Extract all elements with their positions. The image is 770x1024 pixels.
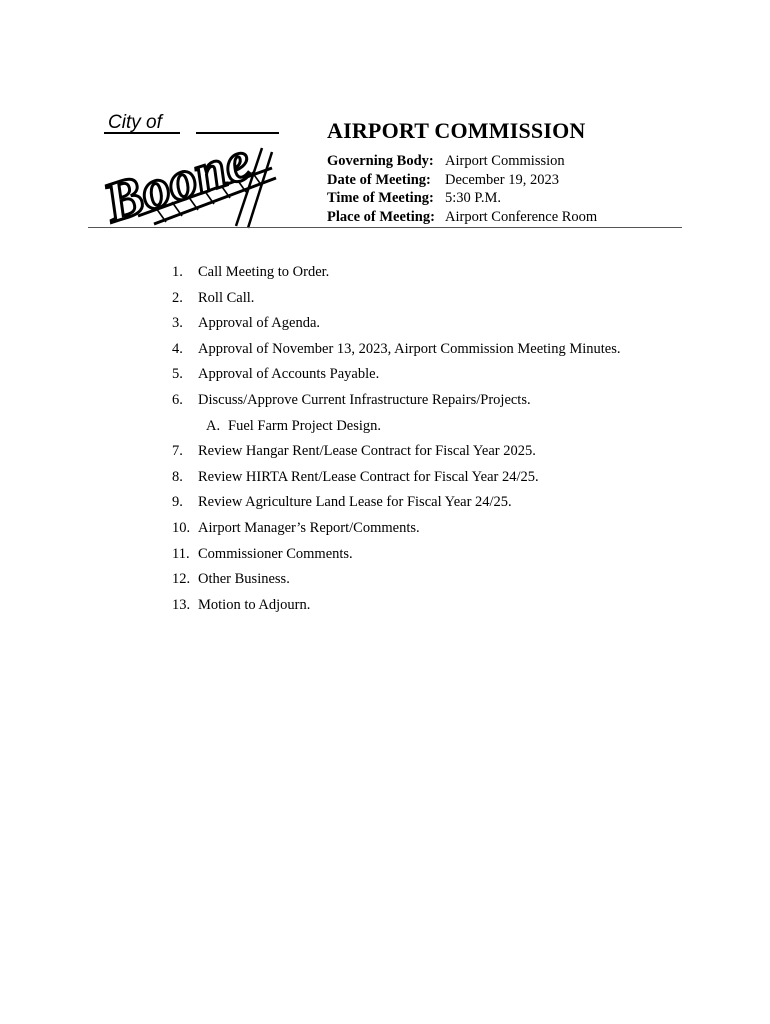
agenda-item-number: A. <box>206 417 221 434</box>
agenda-item-number: 10. <box>172 519 191 536</box>
agenda-item-number: 13. <box>172 596 191 613</box>
agenda-item-text: Review Hangar Rent/Lease Contract for Fiscal Year 2025. <box>198 443 536 460</box>
agenda-item <box>172 518 620 544</box>
meeting-detail-value: December 19, 2023 <box>445 171 559 188</box>
agenda-item-text: Other Business. <box>198 571 290 588</box>
agenda-item-number: 2. <box>172 289 183 306</box>
meeting-detail-label: Governing Body: <box>327 153 434 169</box>
agenda-item-text: Approval of November 13, 2023, Airport Commission Meeting Minutes. <box>198 340 621 357</box>
agenda-item <box>172 313 620 339</box>
meeting-detail-row <box>327 208 597 227</box>
meeting-detail-value: 5:30 P.M. <box>445 190 502 206</box>
meeting-detail-value: Airport Conference Room <box>445 208 598 225</box>
agenda-item-number: 4. <box>172 340 183 357</box>
agenda-item <box>172 544 620 570</box>
meeting-detail-row <box>327 189 597 208</box>
header-divider <box>88 227 682 228</box>
agenda-item-text: Approval of Agenda. <box>198 315 321 332</box>
agenda-item <box>172 441 620 467</box>
agenda-item-number: 8. <box>172 468 183 485</box>
agenda-item-text: Approval of Accounts Payable. <box>198 366 380 383</box>
page-title: AIRPORT COMMISSION <box>327 118 586 143</box>
agenda-item-number: 11. <box>172 545 190 562</box>
agenda-item-number: 12. <box>172 571 191 588</box>
agenda-item <box>172 416 620 442</box>
logo-name: Boone <box>96 129 259 232</box>
agenda-item-text: Airport Manager’s Report/Comments. <box>198 519 420 536</box>
meeting-detail-row <box>327 171 597 190</box>
meeting-detail-row <box>327 152 597 171</box>
agenda-item-text: Review Agriculture Land Lease for Fiscal Year 24/25. <box>198 494 512 511</box>
agenda-item-text: Discuss/Approve Current Infrastructure Repairs/Projects. <box>198 391 531 408</box>
agenda-item-text: Fuel Farm Project Design. <box>228 417 382 434</box>
agenda-item <box>172 339 620 365</box>
agenda-item <box>172 364 620 390</box>
agenda-item-number: 7. <box>172 443 183 460</box>
meeting-detail-label: Place of Meeting: <box>327 208 435 225</box>
logo-caption: City of <box>108 112 162 133</box>
meeting-detail-label: Time of Meeting: <box>327 190 434 206</box>
agenda-item-number: 1. <box>172 264 183 280</box>
agenda-item-number: 3. <box>172 315 183 332</box>
logo-graphic <box>96 108 286 232</box>
agenda-item-text: Commissioner Comments. <box>198 545 353 562</box>
meeting-details <box>327 152 597 226</box>
city-of-boone-logo <box>96 108 286 232</box>
agenda-item-text: Review HIRTA Rent/Lease Contract for Fiscal Year 24/25. <box>198 468 539 485</box>
agenda-item-text: Motion to Adjourn. <box>198 596 311 613</box>
agenda-item-text: Call Meeting to Order. <box>198 264 330 280</box>
agenda-item <box>172 569 620 595</box>
agenda-item-text: Roll Call. <box>198 289 255 306</box>
agenda-item-number: 6. <box>172 391 183 408</box>
meeting-detail-value: Airport Commission <box>445 153 565 169</box>
meeting-detail-label: Date of Meeting: <box>327 171 431 188</box>
agenda-item <box>172 262 620 288</box>
agenda-list <box>172 262 620 620</box>
agenda-item-number: 5. <box>172 366 183 383</box>
agenda-item <box>172 467 620 493</box>
agenda-item-number: 9. <box>172 494 183 511</box>
meeting-header <box>327 118 597 226</box>
agenda-item <box>172 288 620 314</box>
agenda-item <box>172 390 620 416</box>
agenda-item <box>172 595 620 621</box>
agenda-item <box>172 492 620 518</box>
